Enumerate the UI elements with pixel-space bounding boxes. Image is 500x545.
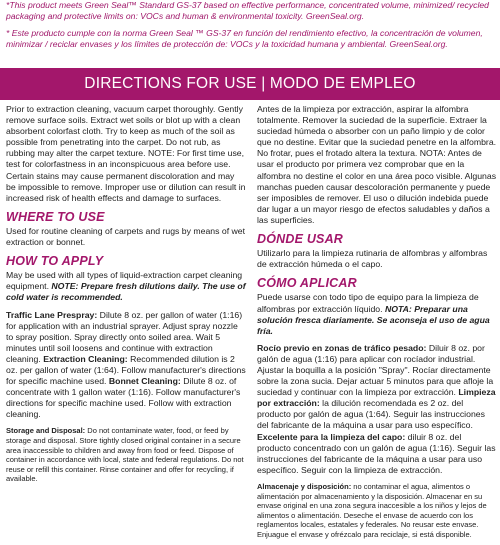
limpieza-extraccion-text: la dilución recomendada es 2 oz. del producto por galón de agua (1:64). Seguir las instrucciones del fabricante de la máquina a usar para uso específico.	[257, 398, 485, 431]
spanish-column	[257, 104, 497, 545]
limpieza-extraccion-label: Limpieza por extracción:	[257, 387, 496, 409]
rocio-previo-label: Rocío previo en zonas de tráfico pesado:	[257, 342, 427, 353]
almacenaje-label: Almacenaje y disposición:	[257, 481, 352, 491]
bonnet-text: Dilute 8 oz. of concentrate with 1 gallon water (1:16). Follow manufacturer's directions for specific machine used. Follow with extraction cleaning.	[6, 376, 241, 420]
almacenaje-disposicion	[257, 482, 497, 540]
intro-text: Prior to extraction cleaning, vacuum carpet thoroughly. Gently remove surface soils. Extract wet soils or blot up with a clean absorbent colorfast cloth. Try to keep as much of the soil as possible from penetrating into the carpet. Do not rub, as rubbing may alter the carpet texture. NOTE: For first time use, test for colorfastness in an inconspicuous area before use. Certain stains may cause permanent discoloration and may be impossible to remove. Improper use or dilution can result in increased risk of health effects and damage to surfaces.	[6, 104, 246, 203]
intro-text-es: Antes de la limpieza por extracción, aspirar la alfombra totalmente. Remover la suciedad de la superficie. Extraer la suciedad húmeda o absorber con un paño limpio y de color que no destine. Evitar que la suciedad penetre en la alfombra. No frotar, pues el frotado altera la textura. NOTA: Antes de usar el producto por primera vez comprobar que en la alfombra no destine el color en una área poco visible. Algunas manchas pueden causar descoloración permanente y puede ser imposibles de remover. El uso o dilución indebida puede dar lugar a un mayor riesgo de efectos saludables y daños a las superficies.	[257, 104, 497, 225]
rocio-previo-text: Diluir 8 oz. por galón de agua (1:16) para aplicar con rocíador industrial. Ajustar la boquilla a la posición "Spray". Rocíar directamente sobre la zona sucia. Dejar actuar 5 minutos para que afloje la suciedad y continuar con la limpieza por extracción.	[257, 342, 494, 398]
how-to-apply-text: May be used with all types of liquid-extraction carpet cleaning equipment.	[6, 270, 243, 292]
green-seal-statement	[6, 0, 494, 51]
how-to-apply-heading: HOW TO APPLY	[6, 254, 104, 269]
extraction-text: Recommended dilution is 2 oz. per gallon of water (1:64). Follow manufacturer's directions for specific machine used.	[6, 353, 246, 387]
application-methods-es	[257, 343, 497, 476]
como-aplicar-heading: CÓMO APLICAR	[257, 276, 357, 291]
application-methods	[6, 310, 246, 421]
english-column	[6, 104, 246, 490]
storage-label: Storage and Disposal:	[6, 426, 86, 436]
traffic-lane-text: Dilute 8 oz. per gallon of water (1:16) for application with an industrial sprayer. Adjust spray nozzle to spray position. Spray directly onto soiled area. Wait 5 minutes until soil loosens and continue with extraction cleaning.	[6, 309, 243, 364]
how-to-apply-paragraph	[6, 270, 246, 303]
where-to-use-heading: WHERE TO USE	[6, 209, 105, 224]
como-aplicar-text: Puede usarse con todo tipo de equipo para la limpieza de alfombras por extracción líquido.	[257, 292, 479, 314]
storage-disposal	[6, 426, 246, 484]
bonnet-label: Bonnet Cleaning:	[108, 376, 181, 387]
green-seal-spanish: * Este producto cumple con la norma Green Seal ™ GS-37 en función del rendimiento efectivo, la concentración de volumen, minimizar / reciclar envases y los límites de protección de: VOCs y la toxicidad humana y ambiental. GreenSeal.org.	[6, 27, 483, 50]
como-aplicar-note: NOTA: Preparar una solución fresca diariamente. Se aconseja el uso de agua fría.	[257, 303, 490, 336]
traffic-lane-label: Traffic Lane Prespray:	[6, 309, 98, 320]
extraction-label: Extraction Cleaning:	[43, 353, 128, 364]
como-aplicar-paragraph	[257, 292, 497, 336]
limpieza-capo-text: diluir 8 oz. del producto concentrado con un galón de agua (1:16). Seguir las instrucciones del fabricante de la máquina a usar para uso específico. Seguir con la limpieza de extracción.	[257, 431, 496, 475]
where-to-use-text: Used for routine cleaning of carpets and rugs by means of wet extraction or bonnet.	[6, 225, 246, 248]
storage-text: Do not contaminate water, food, or feed by storage and disposal. Store tightly closed original container in a secure area inaccessible to children and away from food or feed. Dispose of container in accordance with local, state and federal regulations. Do not reuse or refill this container. Rinse container and offer for recycling, if available.	[6, 426, 244, 484]
green-seal-english: *This product meets Green Seal™ Standard GS-37 based on effective performance, concentrated volume, minimized/ recycled packaging and protective limits on: VOCs and human & environmental toxicity. GreenSeal.org.	[6, 0, 489, 22]
directions-banner: DIRECTIONS FOR USE | MODO DE EMPLEO	[0, 68, 500, 100]
limpieza-capo-label: Excelente para la limpieza del capo:	[257, 431, 406, 442]
donde-usar-heading: DÓNDE USAR	[257, 232, 344, 247]
almacenaje-text: no contaminar el agua, alimentos o alimentación por almacenamiento y la disposición. Almacenar en su envase original en una zona segura inaccesible a los niños y lejos de alimentos o alimentación. Deseche el envase de acuerdo con los reglamentos locales, estatales y federales. No reusar este envase. Enjuague el envase y ofrézcalo para reciclaje, si está disponible.	[257, 481, 487, 539]
donde-usar-text: Utilizarlo para la limpieza rutinaria de alfombras y alfombras de extracción húmeda o el capo.	[257, 248, 488, 270]
how-to-apply-note: NOTE: Prepare fresh dilutions daily. The use of cold water is recommended.	[6, 281, 246, 303]
